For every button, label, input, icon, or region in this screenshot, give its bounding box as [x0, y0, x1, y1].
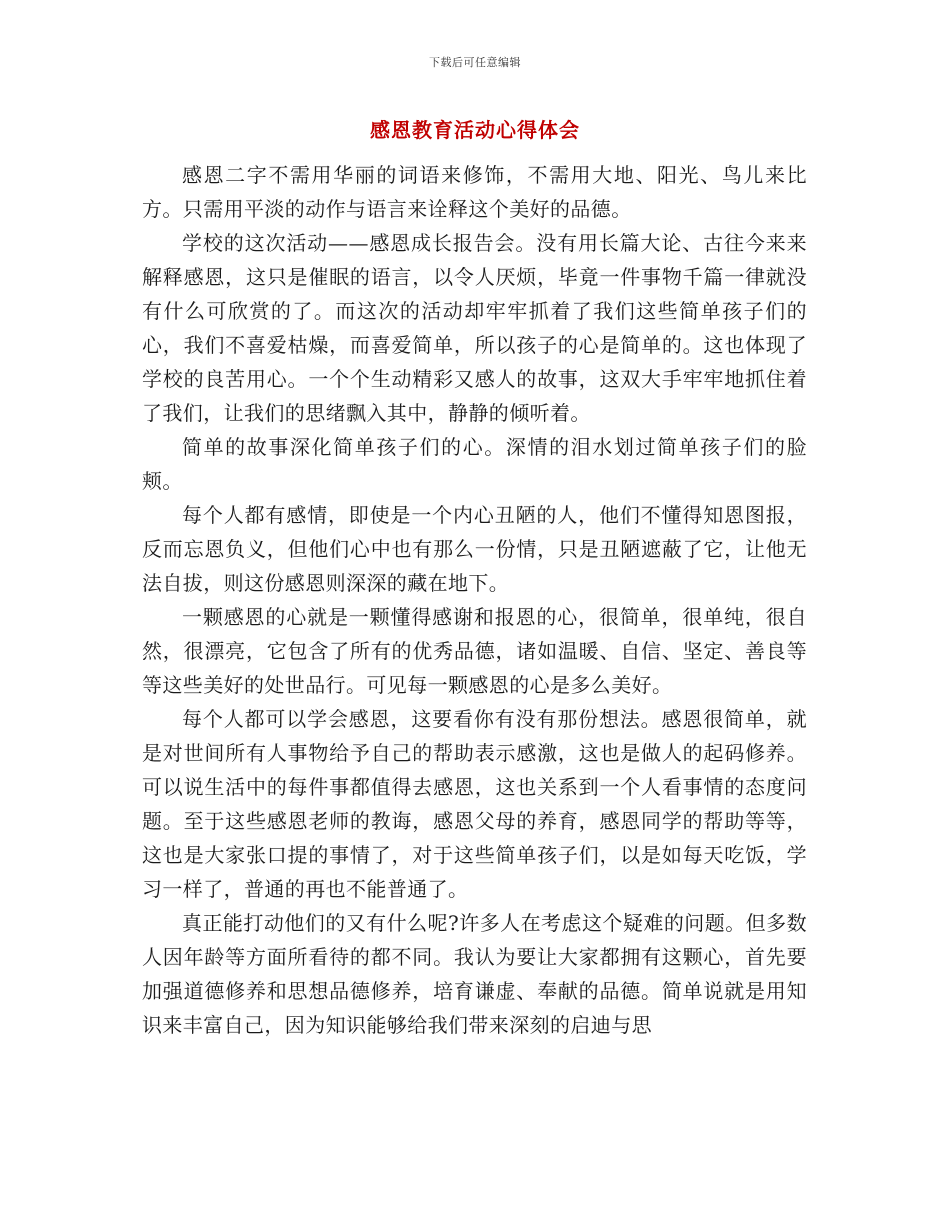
document-body	[142, 158, 807, 1042]
paragraph-2: 学校的这次活动——感恩成长报告会。没有用长篇大论、古往今来来解释感恩，这只是催眠的语言，以令人厌烦，毕竟一件事物千篇一律就没有什么可欣赏的了。而这次的活动却牢牢抓着了我们这些简单孩子们的心，我们不喜爱枯燥，而喜爱简单，所以孩子的心是简单的。这也体现了学校的良苦用心。一个个生动精彩又感人的故事，这双大手牢牢地抓住着了我们，让我们的思绪飘入其中，静静的倾听着。	[142, 231, 807, 425]
paragraph-7: 真正能打动他们的又有什么呢?许多人在考虑这个疑难的问题。但多数人因年龄等方面所看待的都不同。我认为要让大家都拥有这颗心，首先要加强道德修养和思想品德修养，培育谦虚、奉献的品德。简单说就是用知识来丰富自己，因为知识能够给我们带来深刻的启迪与思	[142, 911, 807, 1037]
header-note: 下载后可任意编辑	[429, 56, 521, 69]
paragraph-3: 简单的故事深化简单孩子们的心。深情的泪水划过简单孩子们的脸颊。	[142, 435, 807, 493]
paragraph-4: 每个人都有感情，即使是一个内心丑陋的人，他们不懂得知恩图报，反而忘恩负义，但他们心中也有那么一份情，只是丑陋遮蔽了它，让他无法自拔，则这份感恩则深深的藏在地下。	[142, 503, 807, 595]
document-title: 感恩教育活动心得体会	[370, 118, 580, 142]
paragraph-6: 每个人都可以学会感恩，这要看你有没有那份想法。感恩很简单，就是对世间所有人事物给予自己的帮助表示感激，这也是做人的起码修养。可以说生活中的每件事都值得去感恩，这也关系到一个人看事情的态度问题。至于这些感恩老师的教诲，感恩父母的养育，感恩同学的帮助等等，这也是大家张口提的事情了，对于这些简单孩子们，以是如每天吃饭，学习一样了，普通的再也不能普通了。	[142, 707, 807, 901]
paragraph-5: 一颗感恩的心就是一颗懂得感谢和报恩的心，很简单，很单纯，很自然，很漂亮，它包含了所有的优秀品德，诸如温暖、自信、坚定、善良等等这些美好的处世品行。可见每一颗感恩的心是多么美好。	[142, 605, 807, 697]
paragraph-1: 感恩二字不需用华丽的词语来修饰，不需用大地、阳光、鸟儿来比方。只需用平淡的动作与语言来诠释这个美好的品德。	[142, 163, 807, 221]
